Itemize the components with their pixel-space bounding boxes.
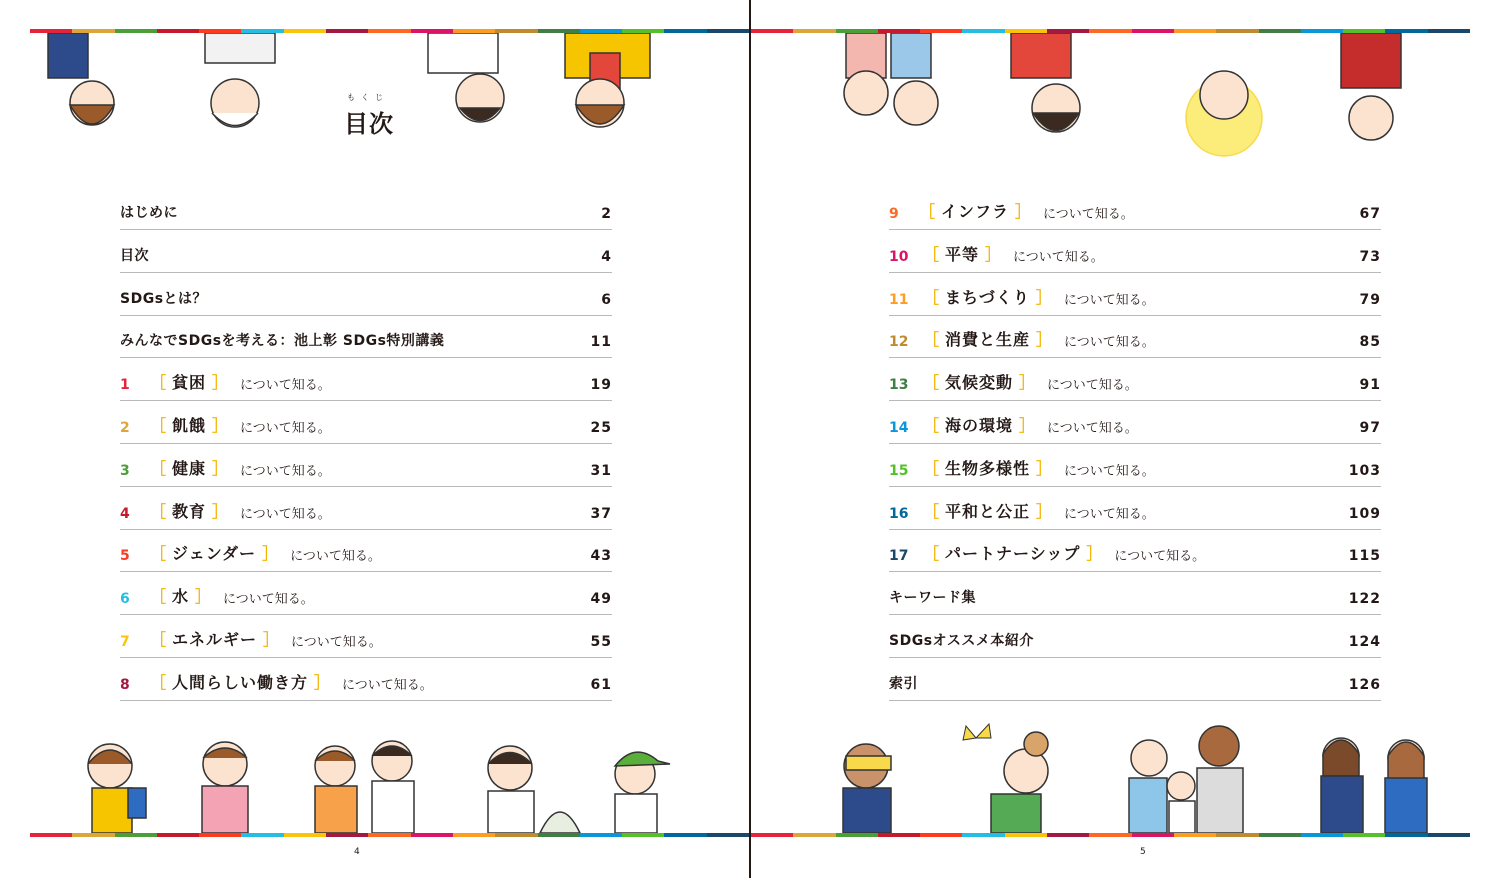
bracket-close: ］ [1035, 287, 1052, 307]
bracket-open: ［ [923, 287, 940, 307]
color-bar-segment [157, 833, 199, 837]
color-bar-segment [1005, 833, 1047, 837]
toc-goal-entry[interactable] [120, 363, 612, 401]
child-illustration-8 [1341, 33, 1401, 140]
entry-label: 目次 [120, 247, 149, 264]
bracket-close: ］ [1036, 330, 1053, 350]
girl-with-cake-illustration [202, 742, 248, 833]
entry-page-number: 25 [590, 420, 612, 436]
color-bar-segment [368, 833, 410, 837]
entry-page-number: 4 [601, 248, 612, 265]
goal-suffix: について知る。 [1063, 292, 1155, 308]
color-bar-segment [751, 833, 793, 837]
bracket-open: ［ [923, 244, 940, 264]
goal-keyword: 平和と公正 [945, 501, 1031, 521]
child-illustration-2 [205, 33, 275, 127]
goal-keyword: 消費と生産 [945, 330, 1031, 350]
goal-suffix: について知る。 [240, 463, 331, 479]
left-page [0, 0, 749, 878]
bracket-open: ［ [150, 672, 167, 692]
entry-label: はじめに [120, 205, 178, 221]
bracket-close: ］ [1036, 501, 1053, 521]
child-illustration-4 [565, 33, 650, 127]
goal-suffix: について知る。 [1064, 463, 1155, 479]
entry-page-number: 91 [1359, 377, 1381, 394]
toc-entry[interactable] [120, 278, 612, 316]
goal-keyword: 生物多様性 [945, 458, 1031, 478]
entry-page-number: 6 [601, 291, 612, 308]
color-bar-segment [664, 833, 706, 837]
goal-keyword: 飢餓 [172, 416, 207, 435]
goal-keyword: ジェンダー [172, 544, 257, 564]
bracket-close: ］ [1019, 416, 1036, 435]
goal-number: 5 [120, 548, 130, 565]
bracket-close: ］ [1086, 544, 1103, 564]
goal-number: 13 [889, 377, 909, 394]
toc-goal-entry[interactable] [120, 577, 612, 615]
bracket-close: ］ [1015, 202, 1032, 221]
entry-page-number: 67 [1359, 206, 1381, 222]
color-bar-segment [115, 833, 157, 837]
bracket-close: ］ [195, 587, 212, 607]
goal-suffix: について知る。 [291, 635, 382, 650]
goal-suffix: について知る。 [1064, 335, 1155, 351]
entry-page-number: 126 [1348, 676, 1381, 693]
goal-number: 3 [120, 462, 130, 479]
bottom-color-bar-right [751, 833, 1470, 837]
goal-number: 10 [889, 248, 909, 265]
boy-with-bag-illustration [488, 746, 580, 833]
illustration-top-children [30, 33, 749, 173]
color-bar-segment [241, 833, 283, 837]
toc-goal-entry[interactable] [889, 363, 1381, 401]
color-bar-segment [30, 833, 72, 837]
toc-goal-entry[interactable] [120, 406, 612, 444]
goal-keyword: パートナーシップ [945, 544, 1081, 564]
toc-goal-entry[interactable] [120, 492, 612, 530]
color-bar-segment [1174, 833, 1216, 837]
child-illustration-5 [844, 33, 938, 125]
goal-keyword: 人間らしい働き方 [172, 672, 309, 692]
toc-title [344, 93, 394, 139]
bracket-open: ［ [150, 544, 167, 564]
bracket-close: ］ [1036, 458, 1053, 478]
illustration-bottom-children-right [751, 716, 1470, 836]
goal-number: 2 [120, 420, 130, 436]
entry-label: みんなでSDGsを考える：池上彰 SDGs特別講義 [120, 333, 445, 350]
bracket-open: ［ [150, 630, 167, 649]
goal-number: 12 [889, 334, 909, 351]
color-bar-segment [878, 833, 920, 837]
goal-number: 7 [120, 634, 130, 650]
bracket-open: ［ [150, 587, 167, 607]
bracket-open: ［ [923, 373, 940, 393]
bracket-close: ］ [212, 501, 229, 521]
goal-number: 16 [889, 505, 909, 522]
toc-goal-entry[interactable] [120, 534, 612, 572]
color-bar-segment [1428, 833, 1470, 837]
entry-page-number: 124 [1348, 634, 1381, 650]
toc-goal-entry[interactable] [120, 663, 612, 701]
entry-page-number: 103 [1348, 462, 1381, 479]
girl-with-cap-illustration [615, 752, 670, 833]
bracket-close: ］ [212, 373, 229, 393]
entry-page-number: 79 [1359, 291, 1381, 308]
color-bar-segment [453, 833, 495, 837]
children-cleaning-illustration [315, 741, 414, 833]
bracket-close: ］ [314, 672, 331, 692]
color-bar-segment [707, 833, 749, 837]
entry-page-number: 43 [590, 548, 612, 565]
color-bar-segment [1343, 833, 1385, 837]
bracket-close: ］ [262, 544, 279, 564]
entry-page-number: 61 [590, 676, 612, 693]
goal-number: 15 [889, 462, 909, 479]
color-bar-segment [920, 833, 962, 837]
entry-page-number: 19 [590, 377, 612, 394]
entry-page-number: 73 [1359, 248, 1381, 265]
entry-page-number: 11 [590, 334, 612, 351]
color-bar-segment [1301, 833, 1343, 837]
bracket-open: ［ [923, 458, 940, 478]
color-bar-segment [1089, 833, 1131, 837]
goal-suffix: について知る。 [240, 378, 331, 394]
bracket-open: ［ [923, 544, 940, 564]
bracket-open: ［ [150, 501, 167, 521]
bracket-close: ］ [212, 416, 229, 435]
toc-entry[interactable] [889, 620, 1381, 658]
entry-page-number: 2 [601, 206, 612, 222]
goal-suffix: について知る。 [223, 592, 314, 608]
goal-suffix: について知る。 [240, 421, 331, 436]
page-number-right: 5 [1140, 847, 1146, 857]
woman-reading-illustration [991, 732, 1048, 833]
entry-label: キーワード集 [889, 590, 976, 607]
boy-with-snorkel-illustration [843, 744, 891, 833]
toc-entry[interactable] [889, 577, 1381, 615]
toc-goal-entry[interactable] [889, 278, 1381, 316]
goal-suffix: について知る。 [290, 549, 381, 565]
bracket-open: ［ [923, 501, 940, 521]
entry-page-number: 97 [1359, 420, 1381, 436]
bottom-color-bar [30, 833, 749, 837]
color-bar-segment [1385, 833, 1427, 837]
entry-page-number: 122 [1348, 591, 1381, 608]
entry-page-number: 31 [590, 462, 612, 479]
bracket-close: ］ [263, 630, 280, 649]
color-bar-segment [1047, 833, 1089, 837]
goal-keyword: 貧困 [172, 373, 207, 393]
goal-number: 4 [120, 505, 130, 522]
color-bar-segment [1216, 833, 1258, 837]
color-bar-segment [622, 833, 664, 837]
toc-goal-entry[interactable] [889, 235, 1381, 273]
goal-number: 9 [889, 206, 899, 222]
family-illustration [1129, 726, 1243, 833]
toc-goal-entry[interactable] [889, 449, 1381, 487]
color-bar-segment [411, 833, 453, 837]
color-bar-segment [580, 833, 622, 837]
goal-suffix: について知る。 [1047, 378, 1138, 394]
goal-suffix: について知る。 [240, 506, 331, 522]
color-bar-segment [1132, 833, 1174, 837]
entry-page-number: 55 [590, 634, 612, 650]
entry-page-number: 85 [1359, 334, 1381, 351]
goal-suffix: について知る。 [342, 677, 433, 693]
toc-title-text: 目次 [344, 110, 394, 138]
toc-title-ruby: もくじ [347, 93, 389, 102]
toc-goal-entry[interactable] [889, 320, 1381, 358]
color-bar-segment [72, 833, 114, 837]
color-bar-segment [1259, 833, 1301, 837]
goal-keyword: 海の環境 [945, 416, 1014, 435]
goal-keyword: 教育 [172, 501, 207, 521]
toc-goal-entry[interactable] [889, 534, 1381, 572]
goal-suffix: について知る。 [1114, 549, 1206, 565]
entry-label: SDGsオススメ本紹介 [889, 633, 1034, 649]
toc-entry[interactable] [120, 192, 612, 230]
goal-keyword: 水 [172, 587, 190, 607]
child-illustration-1 [48, 33, 114, 125]
color-bar-segment [284, 833, 326, 837]
entry-page-number: 37 [590, 505, 612, 522]
child-illustration-6 [1011, 33, 1080, 132]
toc-goal-entry[interactable] [889, 192, 1381, 230]
goal-number: 11 [889, 291, 909, 308]
bracket-open: ［ [923, 416, 940, 435]
color-bar-segment [538, 833, 580, 837]
bracket-close: ］ [1019, 373, 1036, 393]
goal-number: 1 [120, 377, 130, 394]
entry-label: 索引 [889, 675, 918, 692]
butterfly-icon [963, 724, 991, 740]
bracket-open: ［ [150, 373, 167, 393]
goal-keyword: 健康 [172, 458, 207, 478]
entry-label: SDGsとは？ [120, 290, 208, 307]
child-illustration-7 [1186, 71, 1262, 156]
page-number-left: 4 [354, 847, 360, 857]
bracket-close: ］ [985, 244, 1002, 264]
goal-suffix: について知る。 [1043, 207, 1134, 222]
color-bar-segment [793, 833, 835, 837]
bracket-open: ［ [150, 416, 167, 435]
goal-number: 17 [889, 548, 909, 565]
toc-goal-entry[interactable] [889, 406, 1381, 444]
color-bar-segment [495, 833, 537, 837]
bracket-open: ［ [919, 202, 936, 221]
goal-keyword: まちづくり [945, 287, 1030, 307]
illustration-bottom-children [30, 736, 749, 836]
toc-entry[interactable] [120, 320, 612, 358]
entry-page-number: 109 [1348, 505, 1381, 522]
girls-handshake-illustration [1321, 738, 1427, 833]
toc-goal-entry[interactable] [889, 492, 1381, 530]
color-bar-segment [836, 833, 878, 837]
color-bar-segment [962, 833, 1004, 837]
entry-page-number: 49 [590, 591, 612, 608]
goal-suffix: について知る。 [1047, 421, 1138, 436]
child-illustration-3 [428, 33, 504, 122]
toc-goal-entry[interactable] [120, 449, 612, 487]
color-bar-segment [199, 833, 241, 837]
goal-keyword: 気候変動 [945, 373, 1014, 393]
goal-keyword: インフラ [941, 202, 1010, 221]
entry-page-number: 115 [1348, 548, 1381, 565]
goal-number: 8 [120, 676, 130, 693]
bracket-open: ［ [150, 458, 167, 478]
toc-goal-entry[interactable] [120, 620, 612, 658]
child-with-phone-illustration [88, 744, 146, 833]
color-bar-segment [326, 833, 368, 837]
goal-keyword: 平等 [945, 244, 980, 264]
goal-keyword: エネルギー [172, 630, 258, 649]
goal-number: 6 [120, 591, 130, 608]
illustration-top-children-right [751, 33, 1470, 163]
toc-entry[interactable] [889, 663, 1381, 701]
toc-entry[interactable] [120, 235, 612, 273]
goal-suffix: について知る。 [1013, 249, 1104, 265]
goal-number: 14 [889, 420, 909, 436]
right-page [751, 0, 1500, 878]
bracket-close: ］ [212, 458, 229, 478]
bracket-open: ［ [923, 330, 940, 350]
goal-suffix: について知る。 [1064, 506, 1155, 522]
